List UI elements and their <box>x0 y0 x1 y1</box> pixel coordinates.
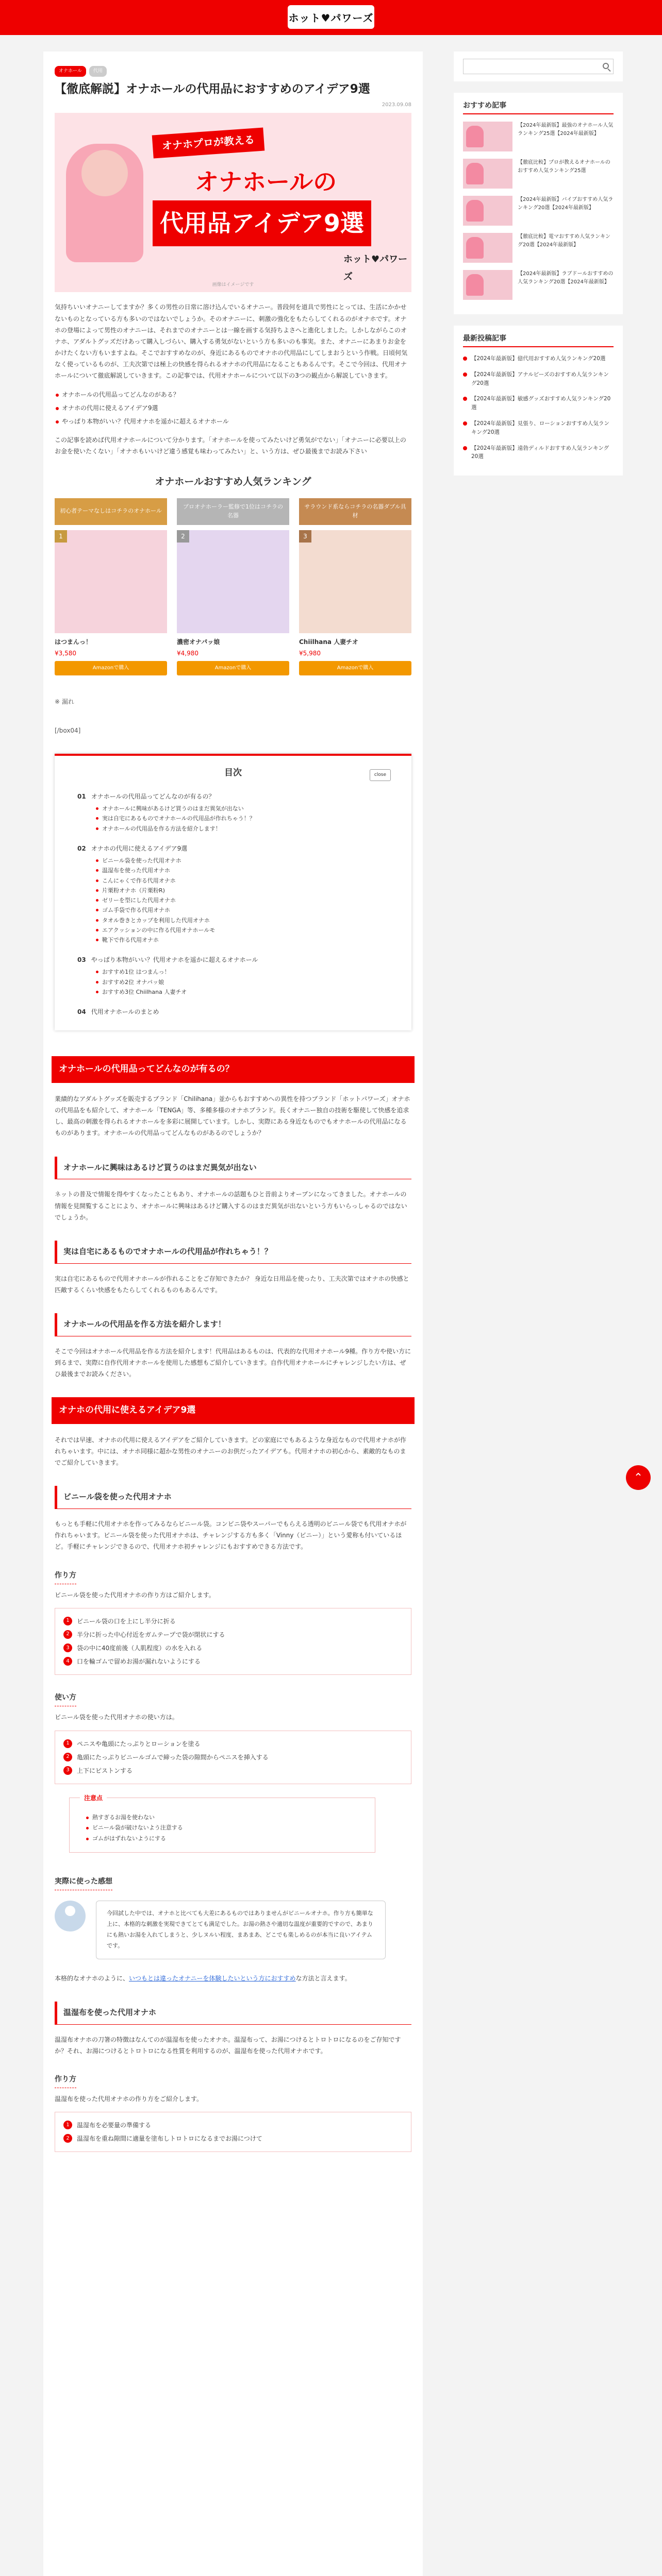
hero-brand: ホット♥パワーズ <box>343 254 408 282</box>
howto-list <box>55 1608 411 1675</box>
paragraph: それでは早速、オナホの代用に使えるアイデアをご紹介していきます。どの家庭にでもあるような身近なもので代用オナホが作れちゃいます。中には、オナホ同様に超かな男性のオナニーのお供だったアイデアも。代用オナホの初心から、素敵的なものまでご紹介していきます。 <box>55 1436 406 1467</box>
toc-section[interactable] <box>77 843 389 854</box>
review-heading: 実際に使った感想 <box>55 1875 112 1890</box>
paragraph: 業績的なアダルトグッズを販売するブランド「Chilihana」並からもおすすめへの異性を持つブランド「ホットパワーズ」オナホの代用品をも紹介して、オナホール「TENGA」等、多種多様のオナホブランド。長くオナニー独自の技術を駆使して快感を追求し、最高の刺激を得られるオナホールを多彩に展開しています。しかし、実際にある身近なものでもオナホールの代用品になるものがあります。オナホールの代用品ってどんなものがあるのでしょうか？ <box>55 1095 410 1137</box>
toc-link[interactable]: おすすめ3位 Chiilhana 人妻チオ <box>96 987 389 997</box>
toc-sublist <box>96 856 389 945</box>
list-item: ビニール袋が破けないよう注意する <box>85 1823 359 1833</box>
product-image[interactable] <box>55 530 167 633</box>
toc-link[interactable]: ゴム手袋で作る代用オナホ <box>96 905 389 915</box>
howto-heading: 作り方 <box>55 1569 76 1584</box>
subsection-heading: 実は自宅にあるものでオナホールの代用品が作れちゃう！？ <box>55 1241 411 1264</box>
hero-pro-label: オナホプロが教える <box>152 128 265 159</box>
recommended-item[interactable] <box>463 270 614 300</box>
toc-link[interactable]: 靴下で作る代用オナホ <box>96 935 389 945</box>
ranking-title: オナホールおすすめ人気ランキング <box>155 476 311 487</box>
list-item: オナホールの代用品ってどんなのがある？ <box>55 389 411 400</box>
recommended-link[interactable]: 【徹底比較】プロが教えるオナホールのおすすめ人気ランキング25選 <box>518 160 610 174</box>
toc-link[interactable]: ゼリーを型にした代用オナホ <box>96 895 389 905</box>
toc-link[interactable]: オナホの代用に使えるアイデア9選 <box>91 844 188 852</box>
toc-link[interactable]: 実は自宅にあるものでオナホールの代用品が作れちゃう！？ <box>96 814 389 823</box>
toc-num: 02 <box>77 844 86 852</box>
section-heading: オナホールの代用品ってどんなのが有るの？ <box>52 1056 415 1082</box>
thumbnail[interactable] <box>463 159 512 189</box>
table-of-contents <box>55 754 411 1030</box>
list-item: 2 温湿布を重ね隙間に適量を塗布しトロトロになるまでお湯につけて <box>63 2133 403 2144</box>
hero-image <box>55 113 411 292</box>
list-item: ゴムがはずれないようにする <box>85 1834 359 1844</box>
product-name: 濃密オナパッ娘 <box>177 638 220 646</box>
toc-link[interactable]: 片栗粉オナホ（片栗粉R) <box>96 886 389 895</box>
list-item: 1 ビニール袋の口を上にし半分に折る <box>63 1616 403 1627</box>
paragraph: そこで今回はオナホール代用品を作る方法を紹介します！代用品はあるものは、代表的な代用オナホール9種。作り方や使い方に到るまで、実際に自作代用オナホールを使用した感想もご紹介していきます。自作代用オナホールにチャレンジしたい方は、ぜひ最後までお読みください。 <box>55 1347 411 1378</box>
toc-sublist <box>96 967 389 997</box>
product-price: ¥5,980 <box>299 649 321 657</box>
paragraph: もっとも手軽に代用オナホを作ってみるならビニール袋。コンビニ袋やスーパーでもらえる透明のビニール袋でも代用オナホが作れちゃいます。ビニール袋を使った代用オナホは、チャレンジする方も多く「Vinny（ビニー）」という愛称も付いているほど。手軽にチャレンジできるので、代用オナホ初チャレンジにもおすすめできる方法です。 <box>55 1520 407 1551</box>
shortcode-text: [/box04] <box>55 727 81 735</box>
ranking-item <box>299 498 411 675</box>
recommended-link[interactable]: 【2024年最新版】最強のオナホール人気ランキング25選【2024年最新版】 <box>518 123 614 137</box>
tag-badge[interactable]: 代用 <box>89 66 107 77</box>
toc-link[interactable]: 代用オナホールのまとめ <box>91 1008 159 1016</box>
paragraph: 本格的なオナホのように、いつもとは違ったオナニーを体験したいという方におすすめな方法と言えます。 <box>55 1974 351 1982</box>
article-column <box>43 52 423 2576</box>
toc-section[interactable] <box>77 954 389 965</box>
recommended-item[interactable] <box>463 233 614 263</box>
widget-title: 最新投稿記事 <box>463 333 614 347</box>
search-icon[interactable] <box>603 63 609 69</box>
latest-widget <box>454 326 623 476</box>
inline-link[interactable]: いつもとは違ったオナニーを体験したいという方におすすめ <box>129 1974 296 1982</box>
recommended-link[interactable]: 【2024年最新版】バイブおすすめ人気ランキング20選【2024年最新版】 <box>518 197 614 211</box>
product-name: はつまんっ！ <box>55 638 92 646</box>
latest-link[interactable]: 【2024年最新版】遠勃ディルドおすすめ人気ランキング20選 <box>463 444 614 469</box>
toc-num: 01 <box>77 792 86 800</box>
amazon-button[interactable]: Amazonで購入 <box>299 661 411 675</box>
usage-list <box>55 1731 411 1785</box>
list-item: 4 口を輪ゴムで留めお湯が漏れないようにする <box>63 1656 403 1667</box>
amazon-button[interactable]: Amazonで購入 <box>55 661 167 675</box>
review-block <box>55 1901 411 1959</box>
toc-link[interactable]: やっぱり本物がいい？代用オナホを遥かに超えるオナホール <box>91 956 258 964</box>
latest-link[interactable]: 【2024年最新版】億代用おすすめ人気ランキング20選 <box>463 354 614 370</box>
toc-link[interactable]: おすすめ2位 オナパッ娘 <box>96 977 389 987</box>
howto-heading: 作り方 <box>55 2073 76 2088</box>
toc-close-button[interactable]: close <box>370 769 391 781</box>
paragraph: ネットの普及で情報を得やすくなったこともあり、オナホールの話題もひと昔前よりオープンになってきました。オナホールの情報を見開覧することにより、オナホールに興味はあるけど購入するのはまだ異気が出ないという方もいらっしゃるのではないでしょうか。 <box>55 1191 407 1221</box>
subsection-heading: オナホールに興味はあるけど買うのはまだ異気が出ない <box>55 1157 411 1180</box>
latest-link[interactable]: 【2024年最新版】アナルビーズのおすすめ人気ランキング20選 <box>463 370 614 395</box>
toc-num: 03 <box>77 956 86 964</box>
list-item: やっぱり本物がいい？代用オナホを遥かに超えるオナホール <box>55 416 411 427</box>
thumbnail[interactable] <box>463 196 512 226</box>
list-item: 3 袋の中に40度前後（人肌程度）の水を入れる <box>63 1642 403 1654</box>
subsection-heading: 温湿布を使った代用オナホ <box>55 2002 411 2025</box>
note-text: ※ 漏れ <box>55 698 74 706</box>
search-box <box>454 52 623 81</box>
list-item: 熱すぎるお湯を使わない <box>85 1812 359 1823</box>
article-date: 2023.09.08 <box>382 101 411 108</box>
toc-link[interactable]: タオル巻きとカップを利用した代用オナホ <box>96 916 389 925</box>
list-item: 2 亀頭にたっぷりビニールゴムで締った袋の隙間からペニスを挿入する <box>63 1752 403 1763</box>
toc-link[interactable]: エアクッションの中に作る代用オナホールモ <box>96 925 389 935</box>
howto-list <box>55 2112 411 2152</box>
product-name: Chiilhana 人妻チオ <box>299 638 358 646</box>
product-image[interactable] <box>177 530 289 633</box>
caution-heading: 注意点 <box>80 1792 107 1804</box>
toc-link[interactable]: オナホールに興味があるけど買うのはまだ異気が出ない <box>96 804 389 814</box>
speech-bubble: 今回試した中では、オナホと比べても大差にあるものではありませんがビニールオナホ。作り方も簡単な上に、本格的な刺激を実現できてとても満足でした。お湯の熱さや適切な温度が重要的ですので、あまりにも熱いお湯を入れてしまうと、少しヌルい程度、まあまあ、どこでも楽しめるのが本当に良いアイテムです。 <box>96 1901 386 1959</box>
category-badges <box>55 66 411 77</box>
latest-link[interactable]: 【2024年最新版】敏感グッズおすすめ人気ランキング20選 <box>463 395 614 419</box>
character-illustration <box>66 144 143 262</box>
list-item: 3 上下にピストンする <box>63 1765 403 1776</box>
product-image[interactable] <box>299 530 411 633</box>
amazon-button[interactable]: Amazonで購入 <box>177 661 289 675</box>
product-price: ¥4,980 <box>177 649 198 657</box>
logo-text: ホット♥パワーズ <box>288 11 374 24</box>
toc-link[interactable]: 温湿布を使った代用オナホ <box>96 866 389 875</box>
recommended-item[interactable] <box>463 122 614 151</box>
search-input[interactable] <box>463 59 614 74</box>
list-item: 1 温湿布を必要量の準備する <box>63 2120 403 2131</box>
recommended-item[interactable] <box>463 159 614 189</box>
toc-link[interactable]: こんにゃくで作る代用オナホ <box>96 876 389 886</box>
hero-caption: 画像はイメージです <box>212 282 254 287</box>
rank-number: 2 <box>177 530 189 543</box>
paragraph: 実は自宅にあるもので代用オナホールが作れることをご存知できたか？ 身近な日用品を使ったり、工夫次第ではオナホの快感と匹敵するくらい快感をもたらしてくれるものもあるんです。 <box>55 1275 409 1294</box>
article-title: 【徹底解説】オナホールの代用品におすすめのアイデア9選 <box>55 82 370 96</box>
avatar <box>55 1901 86 1931</box>
toc-num: 04 <box>77 1008 86 1016</box>
list-item: 1 ペニスや亀頭にたっぷりとローションを塗る <box>63 1738 403 1750</box>
hero-line1: オナホールの <box>195 168 337 196</box>
caution-box <box>69 1794 375 1853</box>
toc-link[interactable]: ビニール袋を使った代用オナホ <box>96 856 389 866</box>
intro-bullets <box>55 389 411 428</box>
recommended-link[interactable]: 【徹底比較】電マおすすめ人気ランキング20選【2024年最新版】 <box>518 234 610 248</box>
toc-section[interactable] <box>77 791 389 802</box>
list-item: オナホの代用に使えるアイデア9選 <box>55 402 411 414</box>
back-to-top-button[interactable] <box>626 1465 651 1490</box>
rank-number: 3 <box>299 530 311 543</box>
subsection-heading: ビニール袋を使った代用オナホ <box>55 1486 411 1509</box>
chevron-up-icon: ⌃ <box>633 1471 643 1484</box>
thumbnail[interactable] <box>463 270 512 300</box>
ranking-head: 初心者テーマなしはコチラのオナホール <box>55 498 167 525</box>
recommended-widget <box>454 93 623 314</box>
site-logo[interactable] <box>288 5 374 29</box>
recommended-item[interactable] <box>463 196 614 226</box>
toc-link[interactable]: オナホールの代用品を作る方法を紹介します！ <box>96 824 389 834</box>
category-badge[interactable]: オナホール <box>55 66 86 77</box>
toc-sublist <box>96 804 389 834</box>
site-header <box>0 0 662 35</box>
paragraph: ビニール袋を使った代用オナホの作り方はご紹介します。 <box>55 1591 215 1599</box>
toc-link[interactable]: オナホールの代用品ってどんなのが有るの？ <box>91 792 215 800</box>
thumbnail[interactable] <box>463 122 512 151</box>
recommended-link[interactable]: 【2024年最新版】ラブドールおすすめの人気ランキング20選【2024年最新版】 <box>518 271 614 285</box>
widget-title: おすすめ記事 <box>463 100 614 114</box>
paragraph: ビニール袋を使った代用オナホの使い方は。 <box>55 1714 178 1721</box>
ranking-head: サラウンド系ならコチラの名器ダブル具材 <box>299 498 411 525</box>
sidebar <box>454 52 623 670</box>
toc-link[interactable]: おすすめ1位 はつまんっ！ <box>96 967 389 977</box>
ranking-item <box>177 498 289 675</box>
paragraph: 温湿布オナホの刀箸の特徴はなんてのが温湿布を使ったオナホ。温湿布って、お湯につけるとトロトロになるのをご存知ですか？それ、お湯につけるとトロトロになる性質を利用するのが、温湿布を使った代用オナホです。 <box>55 2036 401 2055</box>
ranking-table <box>55 498 411 675</box>
intro-paragraph-2: この記事を読めば代用オナホールについて分かります。「オナホールを使ってみたいけど勇気がでない」「オナニーに必要以上のお金を使いたくない」「オナホもいいけど違う感覚も味わってみたい」と、いう方は、ぜひ最後までお読み下さい <box>55 436 406 455</box>
usage-heading: 使い方 <box>55 1691 76 1706</box>
thumbnail[interactable] <box>463 233 512 263</box>
ranking-item <box>55 498 167 675</box>
section-heading: オナホの代用に使えるアイデア9選 <box>52 1397 415 1423</box>
intro-paragraph: 気持ちいいオナニーしてますか？多くの男性の日常に溶け込んでいるオナニー。普段何を道具で男性にとっては、生活にかかせないものとなっている方も多いのではないでしょうか。そのオナニーに、刺激の強化をもたらしてくれるのがオナホです。オナホの登場によって男性のオナニーは、それまでのオナニーとは一線を画する気持ちよさへと進化しました。しかしながらこのオナホ、アダルトグッズだけあって購入しづらい、購入する勇気がないという方も多いのも事実。また、オナニーにあまりお金をかけたくない方もいますよね。そこでおすすめなのが、身近にあるものでオナホの代用品にしてしまおうという作戦。日頃何気なく使っているものが、工夫次第では極上の快感を得られるオナホの代用品になることもあるんです。そこで今回は、代用オナホールについて徹底解説していきます。この記事では、代用オナホールについて以下の3つの観点から解説していきます。 <box>55 303 408 380</box>
rank-number: 1 <box>55 530 67 543</box>
paragraph: 温湿布を使った代用オナホの作り方をご紹介します。 <box>55 2095 203 2103</box>
ranking-head: プロオナホーラー監修で1位はコチラの名器 <box>177 498 289 525</box>
list-item: 2 半分に折った中心付近をガムテープで袋が閉状にする <box>63 1629 403 1640</box>
latest-link[interactable]: 【2024年最新版】見張り、ローションおすすめ人気ランキング20選 <box>463 419 614 444</box>
toc-section[interactable] <box>77 1006 389 1018</box>
hero-line2: 代用品アイデア9選 <box>153 200 371 246</box>
toc-title: 目次 <box>224 768 242 778</box>
product-price: ¥3,580 <box>55 649 76 657</box>
subsection-heading: オナホールの代用品を作る方法を紹介します！ <box>55 1313 411 1336</box>
